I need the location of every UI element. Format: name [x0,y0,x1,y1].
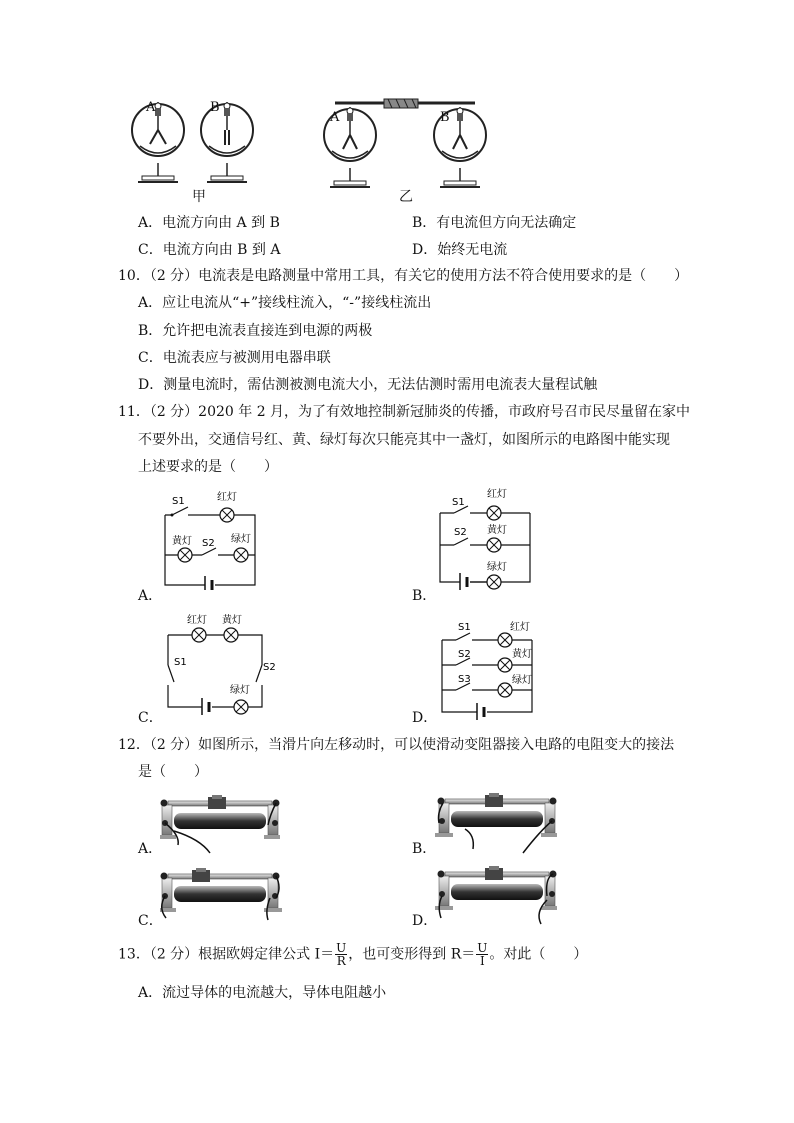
q11-circuit-b [432,485,542,590]
q11-option-a: A． [138,588,163,604]
electroscope-jia-b [201,102,253,182]
q12-option-c: C． [138,913,163,929]
q11-option-c: C． [138,710,163,726]
q12-rheostat-a [160,795,280,855]
q11-stem-line3: 上述要求的是（ ） [138,459,278,475]
jia-label-a: A [146,100,156,115]
fraction-denominator: I [479,954,485,968]
jia-label-b: B [210,100,220,115]
fraction-denominator: R [336,954,346,968]
label-s2: S2 [458,649,471,660]
q11-stem-line2: 不要外出，交通信号红、黄、绿灯每次只能亮其中一盏灯，如图所示的电路图中能实现 [138,432,670,448]
label-green: 绿灯 [230,685,250,696]
q13-stem-post: 。对此（ ） [489,946,588,963]
label-s1: S1 [452,497,465,508]
label-yellow: 黄灯 [172,536,192,547]
label-s1: S1 [172,496,185,507]
q11-stem-line1: 11．（2 分）2020 年 2 月，为了有效地控制新冠肺炎的传播，市政府号召市民尽量留在家中 [118,404,691,420]
electroscope-jia-a [132,102,184,182]
q12-option-b: B． [412,841,437,857]
q12-stem-line1: 12．（2 分）如图所示，当滑片向左移动时，可以使滑动变阻器接入电路的电阻变大的接法 [118,737,675,753]
label-s2: S2 [263,662,276,673]
q11-option-b: B． [412,588,437,604]
yi-caption: 乙 [399,189,413,205]
fraction-numerator: U [477,941,488,955]
q13-fraction-r [476,942,488,967]
label-red: 红灯 [217,492,237,503]
label-s1: S1 [458,622,471,633]
label-s3: S3 [458,674,471,685]
q13-stem-mid: ，也可变形得到 R＝ [348,946,476,963]
label-green: 绿灯 [231,534,251,545]
yi-label-b: B [440,110,450,125]
label-yellow: 黄灯 [512,649,532,660]
q11-circuit-a [160,490,270,590]
label-red: 红灯 [487,489,507,500]
q12-rheostat-d [435,866,557,928]
q9-option-c: C．电流方向由 B 到 A [138,242,281,258]
q13-stem [118,942,587,967]
q12-rheostat-b [435,793,557,855]
q11-option-d: D． [412,710,438,726]
label-green: 绿灯 [512,675,532,686]
label-s2: S2 [202,538,215,549]
jia-caption: 甲 [192,189,206,205]
q11-circuit-c [160,610,280,715]
q10-option-c: C．电流表应与被测用电器串联 [138,350,331,366]
q10-option-b: B．允许把电流表直接连到电源的两极 [138,323,373,339]
q13-fraction-i [335,942,347,967]
label-green: 绿灯 [487,562,507,573]
label-s2: S2 [454,527,467,538]
q9-option-d: D．始终无电流 [412,242,508,258]
q12-option-d: D． [412,913,438,929]
q13-stem-pre: 13．（2 分）根据欧姆定律公式 I＝ [118,946,335,963]
q12-stem-line2: 是（ ） [138,764,208,780]
label-yellow: 黄灯 [487,525,507,536]
label-red: 红灯 [510,622,530,633]
q9-option-a: A．电流方向由 A 到 B [138,215,280,231]
label-s1: S1 [174,657,187,668]
q9-option-b: B．有电流但方向无法确定 [412,215,577,231]
q11-circuit-d [432,615,544,720]
yi-label-a: A [330,110,340,125]
label-red: 红灯 [187,615,207,626]
q10-stem: 10．（2 分）电流表是电路测量中常用工具，有关它的使用方法不符合使用要求的是（ ） [118,268,689,284]
q12-option-a: A． [138,841,163,857]
q12-rheostat-c [160,868,282,928]
fraction-numerator: U [336,941,347,955]
q10-option-a: A．应让电流从“+”接线柱流入，“-”接线柱流出 [138,295,432,311]
q10-option-d: D．测量电流时，需估测被测电流大小，无法估测时需用电流表大量程试触 [138,377,598,393]
label-yellow: 黄灯 [222,615,242,626]
q13-option-a: A．流过导体的电流越大，导体电阻越小 [138,985,387,1001]
